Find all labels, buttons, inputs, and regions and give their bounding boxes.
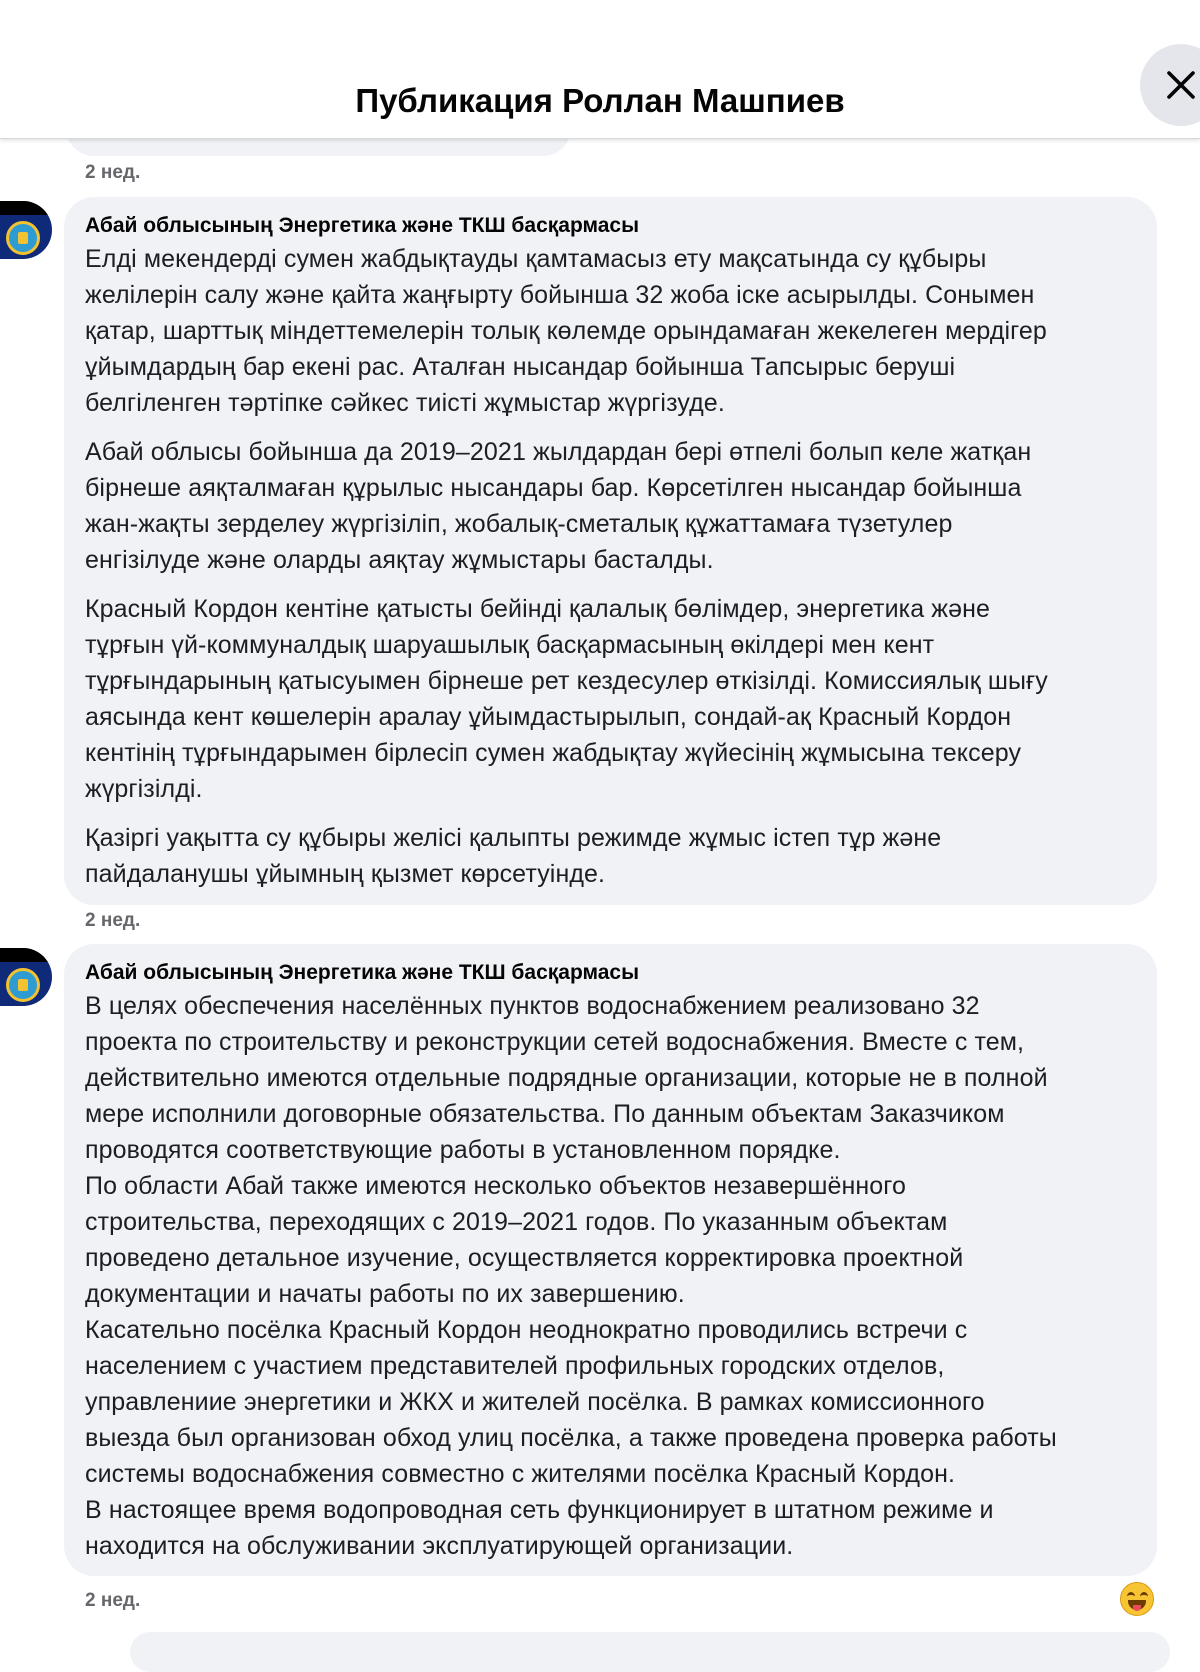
- emblem-icon: [6, 968, 40, 1002]
- comment-paragraph: В целях обеспечения населённых пунктов водоснабжением реализовано 32 проекта по строительству и реконструкции сетей водоснабжения. Вместе с тем, действительно имеются отдельные подрядные организации, которые не в полной мере исполнили договорные обязательства. По данным объектам Заказчиком проводятся соответствующие работы в установленном порядке.: [85, 992, 1048, 1164]
- comment-author[interactable]: Абай облысының Энергетика және ТКШ басқармасы: [85, 214, 640, 237]
- comment-author[interactable]: Абай облысының Энергетика және ТКШ басқармасы: [85, 961, 640, 984]
- avatar[interactable]: [0, 948, 52, 1006]
- close-icon: [1160, 64, 1200, 106]
- comment-paragraph: В настоящее время водопроводная сеть функционирует в штатном режиме и находится на обслуживании эксплуатирующей организации.: [85, 1496, 994, 1560]
- comment-paragraph: Қазіргі уақытта су құбыры желісі қалыпты режимде жұмыс істеп тұр және пайдаланушы ұйымның қызмет көрсетуінде.: [85, 824, 942, 888]
- post-header: [0, 74, 1200, 139]
- grinning-tongue-emoji-icon[interactable]: [1120, 1582, 1154, 1616]
- comment-paragraph: Касательно посёлка Красный Кордон неоднократно проводились встречи с населением с участием представителей профильных городских отделов, управлениие энергетики и ЖКХ и жителей посёлка. В рамках комиссионного выезда был организован обход улиц посёлка, а также проведена проверка работы системы водоснабжения совместно с жителями посёлка Красный Кордон.: [85, 1316, 1057, 1488]
- comment-timestamp[interactable]: 2 нед.: [85, 162, 141, 183]
- comment-bubble: [64, 944, 1157, 1576]
- comment-paragraph: По области Абай также имеются несколько объектов незавершённого строительства, переходящих с 2019–2021 годов. По указанным объектам проведено детальное изучение, осуществляется корректировка проектной документации и начаты работы по их завершению.: [85, 1172, 964, 1308]
- page-title: Публикация Роллан Машпиев: [355, 82, 845, 119]
- comment-paragraph: Елді мекендерді сумен жабдықтауды қамтамасыз ету мақсатында су құбыры желілерін салу және қайта жаңғырту бойынша 32 жоба іске асырылды. Сонымен қатар, шарттық міндеттемелерін толық көлемде орындамаған жекелеген мердігер ұйымдардың бар екені рас. Аталған нысандар бойынша Тапсырыс беруші белгіленген тәртіпке сәйкес тиісті жұмыстар жүргізуде.: [85, 245, 1047, 417]
- comment-bubble: [64, 197, 1157, 905]
- comment-paragraph: Красный Кордон кентіне қатысты бейінді қалалық бөлімдер, энергетика және тұрғын үй-коммуналдық шаруашылық басқармасының өкілдері мен кент тұрғындарының қатысуымен бірнеше рет кездесулер өткізілді. Комиссиялық шығу аясында кент көшелерін аралау ұйымдастырылып, сондай-ақ Красный Кордон кентінің тұрғындарымен бірлесіп сумен жабдықтау жүйесінің жұмысына тексеру жүргізілді.: [85, 595, 1048, 803]
- comment-timestamp[interactable]: 2 нед.: [85, 1590, 141, 1611]
- next-comment-bubble: [130, 1632, 1170, 1672]
- emblem-icon: [6, 221, 40, 255]
- avatar[interactable]: [0, 201, 52, 259]
- comment-timestamp[interactable]: 2 нед.: [85, 910, 141, 931]
- comment-paragraph: Абай облысы бойынша да 2019–2021 жылдардан бері өтпелі болып келе жатқан бірнеше аяқталмаған құрылыс нысандары бар. Көрсетілген нысандар бойынша жан-жақты зерделеу жүргізіліп, жобалық-сметалық құжаттамаға түзетулер енгізілуде және оларды аяқтау жұмыстары басталды.: [85, 438, 1032, 574]
